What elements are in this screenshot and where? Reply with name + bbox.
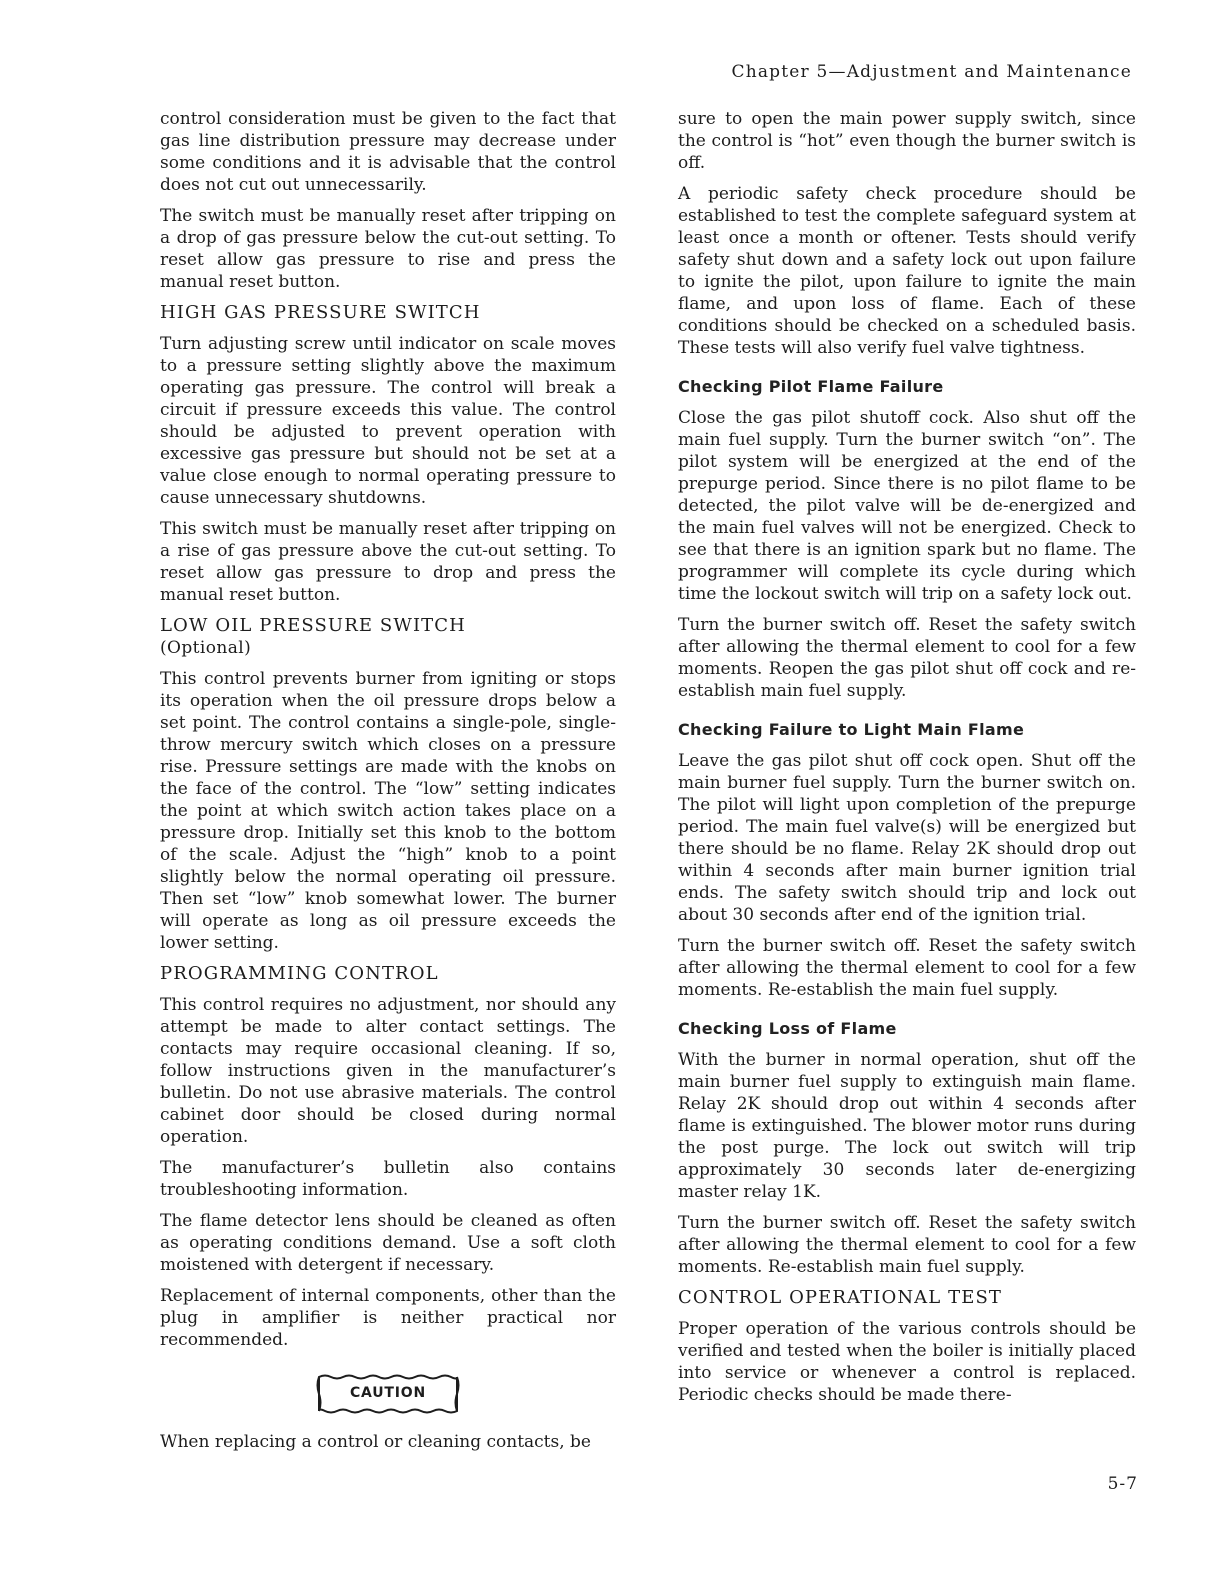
paragraph: Turn the burner switch off. Reset the safety switch after allowing the thermal element to cool for a few moments. Reopen the gas pilot shut off cock and re-establish main fuel supply. <box>678 615 1136 701</box>
section-heading-high-gas-pressure-switch: HIGH GAS PRESSURE SWITCH <box>160 302 481 323</box>
paragraph: Replacement of internal components, other than the plug in amplifier is neither practical nor recommended. <box>160 1286 616 1350</box>
right-column <box>678 108 1136 1415</box>
paragraph: The switch must be manually reset after tripping on a drop of gas pressure below the cut-out setting. To reset allow gas pressure to rise and press the manual reset button. <box>160 206 616 292</box>
paragraph: A periodic safety check procedure should be established to test the complete safeguard system at least once a month or oftener. Tests should verify safety shut down and a safety lock out upon failure to ignite the pilot, upon failure to ignite the main flame, and upon loss of flame. Each of these conditions should be checked on a scheduled basis. These tests will also verify fuel valve tightness. <box>678 184 1136 358</box>
section-heading-programming-control: PROGRAMMING CONTROL <box>160 963 439 984</box>
paragraph: Turn adjusting screw until indicator on scale moves to a pressure setting slightly above the maximum operating gas pressure. The control will break a circuit if pressure exceeds this value. The control should be adjusted to prevent operation with excessive gas pressure but should not be set at a value close enough to normal operating pressure to cause unnecessary shutdowns. <box>160 334 616 508</box>
caution-notice <box>160 1373 616 1421</box>
paragraph: The manufacturer’s bulletin also contains troubleshooting information. <box>160 1158 616 1200</box>
paragraph: Turn the burner switch off. Reset the safety switch after allowing the thermal element to cool for a few moments. Re-establish main fuel supply. <box>678 1213 1136 1277</box>
section-heading-low-oil-pressure-switch: LOW OIL PRESSURE SWITCH (Optional) <box>160 615 616 659</box>
left-column <box>160 108 616 1462</box>
paragraph: Turn the burner switch off. Reset the safety switch after allowing the thermal element to cool for a few moments. Re-establish the main fuel supply. <box>678 936 1136 1000</box>
subheading-checking-failure-to-light-main-flame: Checking Failure to Light Main Flame <box>678 720 1025 739</box>
paragraph: This control requires no adjustment, nor should any attempt be made to alter contact settings. The contacts may require occasional cleaning. If so, follow instructions given in the manufacturer’s bulletin. Do not use abrasive materials. The control cabinet door should be closed during normal operation. <box>160 995 616 1147</box>
section-heading-control-operational-test: CONTROL OPERATIONAL TEST <box>678 1287 1003 1308</box>
paragraph: The flame detector lens should be cleaned as often as operating conditions demand. Use a soft cloth moistened with detergent if necessary. <box>160 1211 616 1275</box>
caution-label: CAUTION <box>349 1385 427 1401</box>
paragraph: control consideration must be given to the fact that gas line distribution pressure may decrease under some conditions and it is advisable that the control does not cut out unnecessarily. <box>160 109 616 195</box>
caution-banner <box>315 1373 461 1415</box>
paragraph: Leave the gas pilot shut off cock open. Shut off the main burner fuel supply. Turn the burner switch on. The pilot will light upon completion of the prepurge period. The main fuel valve(s) will be energized but there should be no flame. Relay 2K should drop out within 4 seconds after main burner ignition trial ends. The safety switch should trip and lock out about 30 seconds after end of the ignition trial. <box>678 751 1136 925</box>
paragraph: sure to open the main power supply switch, since the control is “hot” even though the burner switch is off. <box>678 109 1136 173</box>
subheading-checking-loss-of-flame: Checking Loss of Flame <box>678 1019 897 1038</box>
paragraph: Proper operation of the various controls should be verified and tested when the boiler is initially placed into service or whenever a control is replaced. Periodic checks should be made there- <box>678 1319 1136 1405</box>
running-header: Chapter 5—Adjustment and Maintenance <box>731 62 1132 82</box>
subheading-checking-pilot-flame-failure: Checking Pilot Flame Failure <box>678 377 944 396</box>
paragraph: When replacing a control or cleaning contacts, be <box>160 1432 591 1452</box>
paragraph: With the burner in normal operation, shut off the main burner fuel supply to extinguish main flame. Relay 2K should drop out within 4 seconds after flame is extinguished. The blower motor runs during the post purge. The lock out switch will trip approximately 30 seconds later de-energizing master relay 1K. <box>678 1050 1136 1202</box>
paragraph: This control prevents burner from igniting or stops its operation when the oil pressure drops below a set point. The control contains a single-pole, single-throw mercury switch which closes on a pressure rise. Pressure settings are made with the knobs on the face of the control. The “low” setting indicates the point at which switch action takes place on a pressure drop. Initially set this knob to the bottom of the scale. Adjust the “high” knob to a point slightly below the normal operating oil pressure. Then set “low” knob somewhat lower. The burner will operate as long as oil pressure exceeds the lower setting. <box>160 669 616 953</box>
page-number: 5-7 <box>1107 1474 1138 1494</box>
paragraph: This switch must be manually reset after tripping on a rise of gas pressure above the cut-out setting. To reset allow gas pressure to drop and press the manual reset button. <box>160 519 616 605</box>
section-subheading: (Optional) <box>160 638 252 658</box>
paragraph: Close the gas pilot shutoff cock. Also shut off the main fuel supply. Turn the burner switch “on”. The pilot system will be energized at the end of the prepurge period. Since there is no pilot flame to be detected, the pilot valve will be de-energized and the main fuel valves will not be energized. Check to see that there is an ignition spark but no flame. The programmer will complete its cycle during which time the lockout switch will trip on a safety lock out. <box>678 408 1136 604</box>
